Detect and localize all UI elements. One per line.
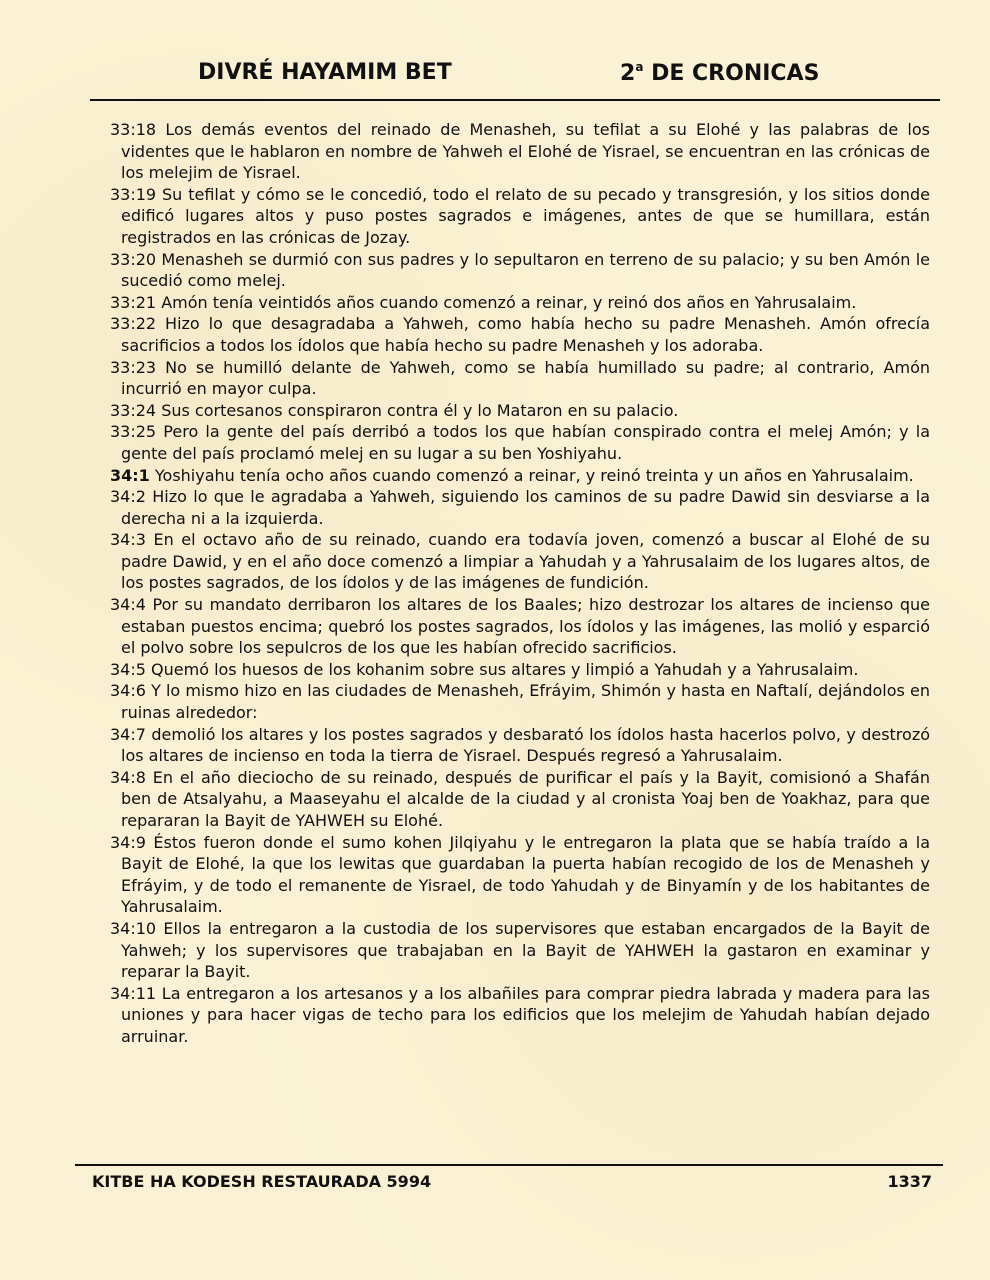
page-number: 1337	[887, 1172, 932, 1191]
verse-text: Quemó los huesos de los kohanim sobre sus altares y limpió a Yahudah y a Yahrusalaim.	[151, 659, 859, 679]
verse-text: Menasheh se durmió con sus padres y lo sepultaron en terreno de su palacio; y su ben Amón le sucedió como melej.	[121, 249, 930, 291]
verse	[110, 292, 930, 314]
verse	[110, 313, 930, 356]
verse	[110, 680, 930, 723]
verse-text: Ellos la entregaron a la custodia de los supervisores que estaban encargados de la Bayit de Yahweh; y los supervisores que trabajaban en la Bayit de YAHWEH la gastaron en examinar y reparar la Bayit.	[121, 918, 930, 982]
verse-text: Éstos fueron donde el sumo kohen Jilqiyahu y le entregaron la plata que se había traído a la Bayit de Elohé, la que los lewitas que guardaban la puerta habían recogido de los de Menasheh y Efráyim, y de todo el remanente de Yisrael, de todo Yahudah y de Binyamín y de los habitantes de Yahrusalaim.	[121, 832, 930, 917]
verse	[110, 184, 930, 249]
verse-text: Hizo lo que desagradaba a Yahweh, como había hecho su padre Menasheh. Amón ofrecía sacrificios a todos los ídolos que había hecho su padre Menasheh y los adoraba.	[121, 314, 931, 355]
verse	[110, 594, 930, 659]
verse-ref: 34:3	[110, 530, 146, 550]
verse	[110, 465, 930, 487]
verse-text: Hizo lo que le agradaba a Yahweh, siguiendo los caminos de su padre Dawid sin desviarse a la derecha ni a la izquierda.	[121, 487, 930, 528]
verse	[110, 767, 930, 832]
verse	[110, 659, 930, 681]
verse	[110, 529, 930, 594]
verse-ref: 33:20	[110, 249, 157, 269]
verse-ref: 34:1	[110, 465, 150, 485]
verse	[110, 983, 930, 1048]
verse-ref: 34:7	[110, 724, 146, 744]
verse-text: La entregaron a los artesanos y a los albañiles para comprar piedra labrada y madera para las uniones y para hacer vigas de techo para los edificios que los melejim de Yahudah habían dejado arruinar.	[121, 983, 930, 1046]
verse-ref: 33:21	[110, 292, 157, 312]
verse-text: Su tefilat y cómo se le concedió, todo el relato de su pecado y transgresión, y los sitios donde edificó lugares altos y puso postes sagrados e imágenes, antes de que se humillara, están registrados en las crónicas de Jozay.	[121, 184, 930, 247]
verse	[110, 421, 930, 464]
verse-ref: 34:8	[110, 767, 146, 787]
verse-text: En el octavo año de su reinado, cuando era todavía joven, comenzó a buscar al Elohé de su padre Dawid, y en el año doce comenzó a limpiar a Yahudah y a Yahrusalaim de los lugares altos, de los postes sagrados, de los ídolos y de las imágenes de fundición.	[121, 530, 930, 593]
verse-ref: 33:18	[110, 120, 157, 139]
verse-ref: 33:23	[110, 357, 157, 377]
verse	[110, 832, 930, 918]
verse-text: Y lo mismo hizo en las ciudades de Menasheh, Efráyim, Shimón y hasta en Naftalí, dejándolos en ruinas alrededor:	[121, 681, 930, 723]
verse-ref: 34:10	[110, 918, 157, 938]
verse-ref: 33:19	[110, 184, 157, 204]
verse	[110, 486, 930, 529]
verse-ref: 34:6	[110, 681, 146, 701]
verse	[110, 400, 930, 422]
verse-text: Amón tenía veintidós años cuando comenzó a reinar, y reinó dos años en Yahrusalaim.	[161, 292, 857, 312]
verse-text: Los demás eventos del reinado de Menasheh, su tefilat a su Elohé y las palabras de los videntes que le hablaron en nombre de Yahweh el Elohé de Yisrael, se encuentran en las crónicas de los melejim de Yisrael.	[121, 120, 931, 183]
verse	[110, 119, 930, 184]
verse-ref: 34:4	[110, 595, 146, 615]
verse-ref: 34:11	[110, 983, 157, 1003]
verse-ref: 34:9	[110, 832, 146, 852]
verse	[110, 357, 930, 400]
verse-ref: 34:5	[110, 659, 146, 679]
header-divider	[90, 99, 940, 101]
verse-ref: 33:22	[110, 314, 157, 334]
verse	[110, 918, 930, 983]
verse-list	[110, 119, 930, 1048]
book-subtitle-text: DE CRONICAS	[643, 61, 820, 86]
footer-divider	[75, 1164, 943, 1166]
verse-ref: 33:25	[110, 422, 157, 442]
verse	[110, 724, 930, 767]
book-title: DIVRÉ HAYAMIM BET	[198, 60, 452, 85]
verse-ref: 33:24	[110, 400, 157, 420]
verse-text: Pero la gente del país derribó a todos los que habían conspirado contra el melej Amón; y la gente del país proclamó melej en su lugar a su ben Yoshiyahu.	[121, 422, 930, 463]
verse-ref: 34:2	[110, 487, 146, 507]
footer-title: KITBE HA KODESH RESTAURADA 5994	[92, 1172, 432, 1191]
book-subtitle-ordinal: a	[635, 60, 644, 74]
verse	[110, 249, 930, 292]
book-subtitle	[620, 60, 819, 86]
book-subtitle-number: 2	[620, 61, 636, 86]
verse-text: demolió los altares y los postes sagrados y desbarató los ídolos hasta hacerlos polvo, y destrozó los altares de incienso en toda la tierra de Yisrael. Después regresó a Yahrusalaim.	[121, 724, 931, 766]
verse-text: No se humilló delante de Yahweh, como se había humillado su padre; al contrario, Amón incurrió en mayor culpa.	[121, 357, 930, 399]
verse-text: Yoshiyahu tenía ocho años cuando comenzó a reinar, y reinó treinta y un años en Yahrusalaim.	[154, 465, 914, 485]
verse-text: Por su mandato derribaron los altares de los Baales; hizo destrozar los altares de incienso que estaban puestos encima; quebró los postes sagrados, los ídolos y las imágenes, las molió y esparció el polvo sobre los sepulcros de los que les habían ofrecido sacrificios.	[121, 595, 930, 658]
page-footer	[92, 1170, 932, 1194]
verse-text: Sus cortesanos conspiraron contra él y lo Mataron en su palacio.	[161, 400, 679, 420]
page-header	[90, 58, 940, 98]
verse-text: En el año dieciocho de su reinado, después de purificar el país y la Bayit, comisionó a Shafán ben de Atsalyahu, a Maaseyahu el alcalde de la ciudad y al cronista Yoaj ben de Yoakhaz, para que repararan la Bayit de YAHWEH su Elohé.	[121, 767, 930, 830]
